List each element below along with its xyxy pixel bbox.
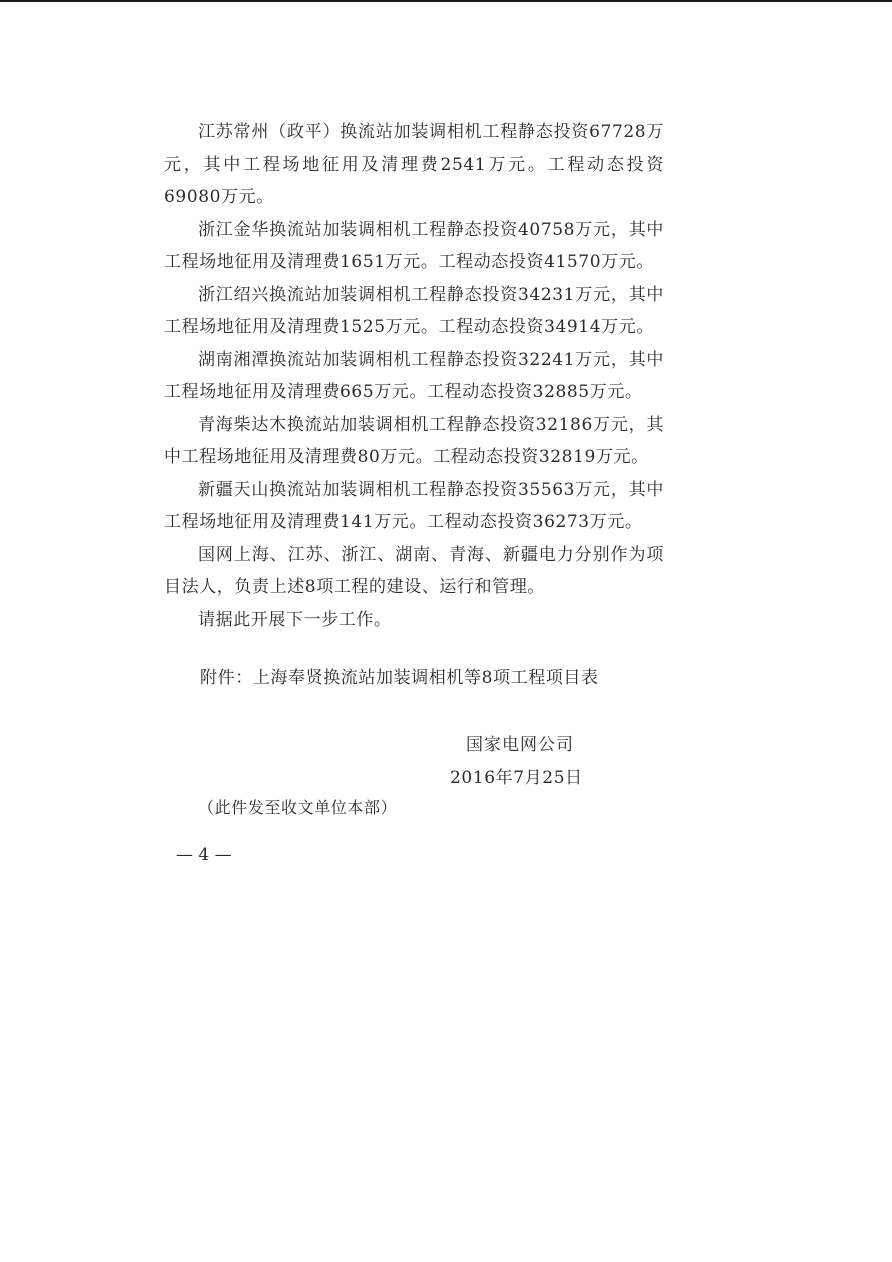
paragraph-jinhua: 浙江金华换流站加装调相机工程静态投资40758万元，其中工程场地征用及清理费1651万元。工程动态投资41570万元。 xyxy=(164,219,664,272)
page-number: — 4 — xyxy=(176,845,232,865)
paragraph-changzhou: 江苏常州（政平）换流站加装调相机工程静态投资67728万元，其中工程场地征用及清理费2541万元。工程动态投资69080万元。 xyxy=(164,122,664,207)
document-body xyxy=(164,116,664,636)
distribution-note: （此件发至收文单位本部） xyxy=(198,798,398,817)
issue-date: 2016年7月25日 xyxy=(450,768,583,788)
paragraph-tianshan: 新疆天山换流站加装调相机工程静态投资35563万元，其中工程场地征用及清理费141万元。工程动态投资36273万元。 xyxy=(164,479,664,532)
paragraph-qaidam: 青海柴达木换流站加装调相机工程静态投资32186万元，其中工程场地征用及清理费80万元。工程动态投资32819万元。 xyxy=(164,414,664,467)
attachment-line: 附件：上海奉贤换流站加装调相机等8项工程项目表 xyxy=(200,668,599,688)
paragraph-xiangtan: 湖南湘潭换流站加装调相机工程静态投资32241万元，其中工程场地征用及清理费665万元。工程动态投资32885万元。 xyxy=(164,349,664,402)
page-top-border xyxy=(0,0,892,2)
issuer-name: 国家电网公司 xyxy=(466,735,574,755)
paragraph-project-legal-persons: 国网上海、江苏、浙江、湖南、青海、新疆电力分别作为项目法人，负责上述8项工程的建设、运行和管理。 xyxy=(164,544,664,597)
paragraph-shaoxing: 浙江绍兴换流站加装调相机工程静态投资34231万元，其中工程场地征用及清理费1525万元。工程动态投资34914万元。 xyxy=(164,284,664,337)
paragraph-instruction: 请据此开展下一步工作。 xyxy=(198,609,392,630)
